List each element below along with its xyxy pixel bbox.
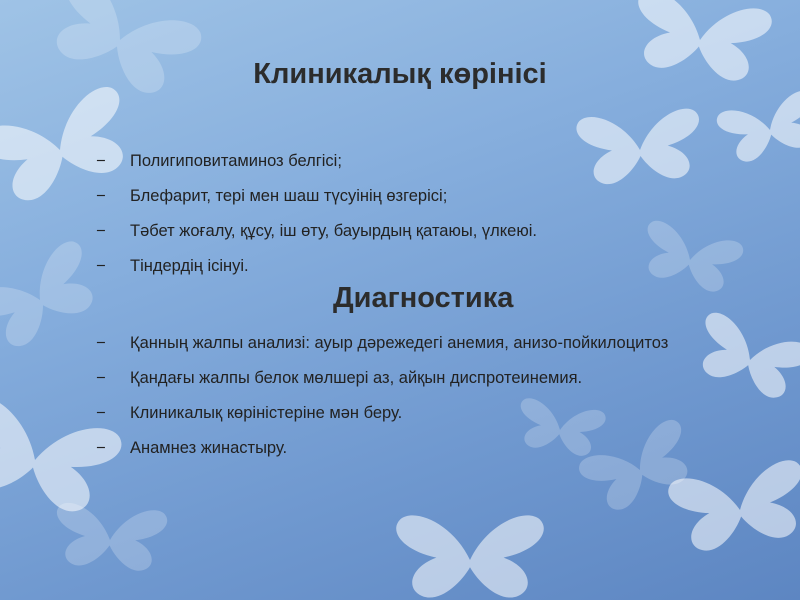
list-item	[96, 254, 696, 278]
bullet-dash: −	[96, 334, 106, 352]
list-item	[96, 149, 696, 173]
bullet-dash: −	[96, 257, 106, 275]
list-item	[96, 401, 696, 425]
list-item-text: Тәбет жоғалу, құсу, іш өту, бауырдың қатаюы, үлкеюі.	[130, 222, 537, 240]
list-item-text: Клиникалық көріністеріне мән беру.	[130, 404, 403, 422]
list-item-text: Тіндердің ісінуі.	[130, 257, 249, 275]
list-item	[96, 184, 696, 208]
bullet-dash: −	[96, 439, 106, 457]
bullet-dash: −	[96, 222, 106, 240]
list-item	[96, 366, 696, 390]
list-item	[96, 219, 696, 243]
list-item-text: Блефарит, тері мен шаш түсуінің өзгерісі;	[130, 187, 448, 205]
bullet-dash: −	[96, 404, 106, 422]
list-item	[96, 331, 670, 355]
list-item-text: Полигиповитаминоз белгісі;	[130, 152, 342, 170]
diagnostics-title: Диагностика	[333, 282, 514, 314]
clinical-list	[96, 149, 696, 289]
bullet-dash: −	[96, 369, 106, 387]
diagnostics-list	[96, 331, 696, 471]
list-item-text: Анамнез жинастыру.	[130, 439, 288, 457]
list-item-text: Қанның жалпы анализі: ауыр дәрежедегі анемия, анизо-пойкилоцитоз	[130, 334, 669, 352]
bullet-dash: −	[96, 152, 106, 170]
bullet-dash: −	[96, 187, 106, 205]
list-item	[96, 436, 696, 460]
list-item-text: Қандағы жалпы белок мөлшері аз, айқын диспротеинемия.	[130, 369, 583, 387]
slide-title: Клиникалық көрінісі	[253, 58, 547, 90]
